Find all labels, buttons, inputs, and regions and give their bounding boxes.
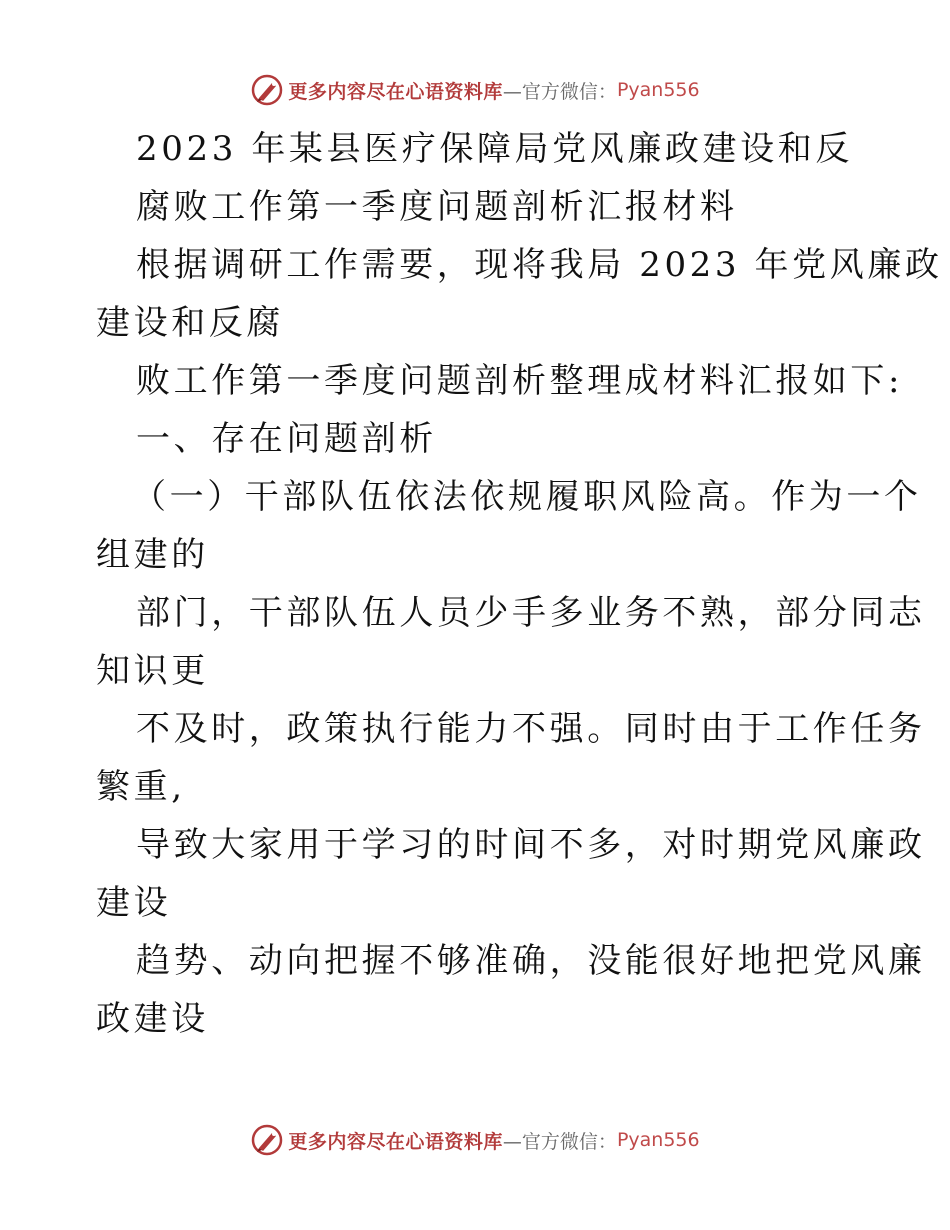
doc-title-line-2: 腐败工作第一季度问题剖析汇报材料 bbox=[136, 187, 738, 227]
watermark-dash: — bbox=[502, 80, 520, 103]
watermark-official-label: 官方微信： bbox=[521, 80, 617, 103]
doc-paragraph-line: 不及时，政策执行能力不强。同时由于工作任务 bbox=[136, 709, 926, 749]
watermark-dash: — bbox=[502, 1130, 520, 1153]
pen-logo-icon bbox=[250, 73, 284, 107]
watermark-header bbox=[0, 70, 950, 110]
watermark-account: Pyan556 bbox=[616, 79, 700, 101]
doc-paragraph-line: 败工作第一季度问题剖析整理成材料汇报如下: bbox=[136, 361, 904, 401]
doc-paragraph-line: 知识更 bbox=[96, 651, 209, 691]
doc-paragraph-line: 部门，干部队伍人员少手多业务不熟，部分同志 bbox=[136, 593, 926, 633]
doc-section-heading: 一、存在问题剖析 bbox=[136, 419, 437, 459]
doc-paragraph-line: 导致大家用于学习的时间不多，对时期党风廉政 bbox=[136, 825, 926, 865]
doc-paragraph-line: 建设 bbox=[96, 883, 172, 923]
doc-paragraph-line: 建设和反腐 bbox=[96, 303, 284, 343]
watermark-footer bbox=[0, 1120, 950, 1160]
watermark-official-label: 官方微信： bbox=[521, 1130, 617, 1153]
watermark-site-text: 更多内容尽在心语资料库 bbox=[288, 80, 503, 103]
watermark-official-text bbox=[503, 1127, 617, 1154]
document-body bbox=[96, 120, 943, 1048]
doc-paragraph-line: 趋势、动向把握不够准确，没能很好地把党风廉 bbox=[136, 941, 926, 981]
watermark-account: Pyan556 bbox=[616, 1129, 700, 1151]
doc-subsection-line: （一）干部队伍依法依规履职风险高。作为一个 bbox=[132, 477, 922, 517]
doc-paragraph-line: 政建设 bbox=[96, 999, 209, 1039]
doc-paragraph-line: 组建的 bbox=[96, 535, 209, 575]
doc-title-line-1: 2023 年某县医疗保障局党风廉政建设和反 bbox=[136, 129, 853, 169]
watermark-site-text: 更多内容尽在心语资料库 bbox=[288, 1130, 503, 1153]
watermark-official-text bbox=[503, 77, 617, 104]
doc-paragraph-line: 繁重, bbox=[96, 767, 186, 807]
doc-paragraph-line: 根据调研工作需要，现将我局 2023 年党风廉政 bbox=[136, 245, 943, 285]
pen-logo-icon bbox=[250, 1123, 284, 1157]
